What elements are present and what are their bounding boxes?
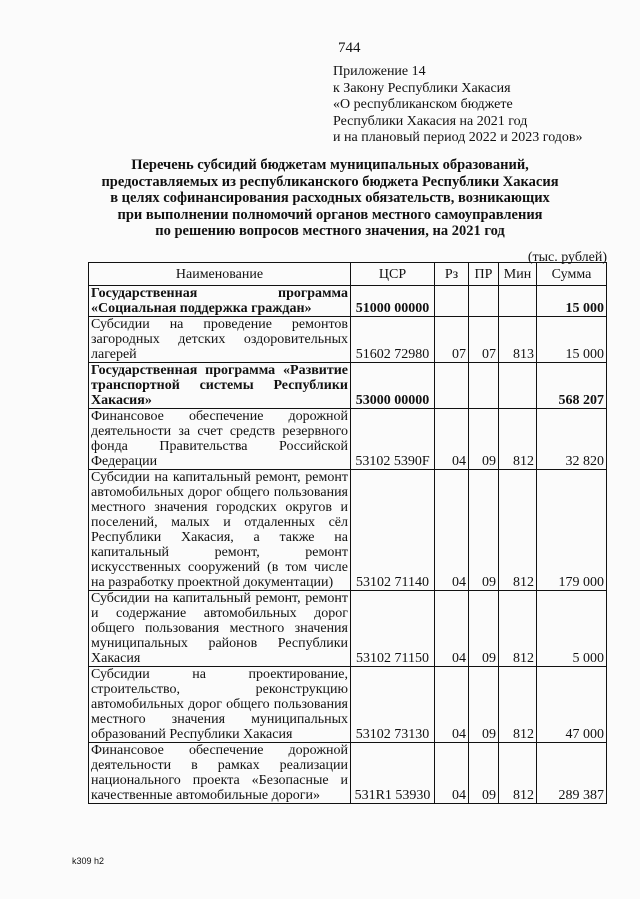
title-line: в целях софинансирования расходных обязательств, возникающих (110, 190, 550, 207)
cell-sum: 289 387 (537, 743, 607, 804)
table-row (89, 591, 607, 667)
cell-sum: 5 000 (537, 591, 607, 667)
cell-rz (435, 286, 469, 317)
header-sum: Сумма (537, 263, 607, 286)
cell-sum: 179 000 (537, 470, 607, 591)
cell-name: Субсидии на капитальный ремонт, ремонт автомобильных дорог общего пользования местного значения городских округов и поселений, малых и отдаленных сёл Республики Хакасия, а также на капитальный ремонт, ремонт искусственных сооружений (в том числе на разработку проектной документации) (89, 470, 351, 591)
cell-name: Государственная программа «Развитие транспортной системы Республики Хакасия» (89, 363, 351, 409)
header-rz: Рз (435, 263, 469, 286)
cell-pr: 09 (469, 409, 499, 470)
cell-name: Финансовое обеспечение дорожной деятельности в рамках реализации национального проекта «Безопасные и качественные автомобильные дороги» (89, 743, 351, 804)
cell-csr: 53000 00000 (351, 363, 435, 409)
cell-min: 812 (499, 667, 537, 743)
cell-csr: 53102 71150 (351, 591, 435, 667)
cell-min (499, 363, 537, 409)
cell-rz: 04 (435, 591, 469, 667)
cell-csr: 53102 5390F (351, 409, 435, 470)
units-note: (тыс. рублей) (527, 250, 607, 265)
cell-sum: 15 000 (537, 317, 607, 363)
table-row (89, 743, 607, 804)
cell-sum: 15 000 (537, 286, 607, 317)
cell-pr: 09 (469, 591, 499, 667)
cell-csr: 53102 73130 (351, 667, 435, 743)
cell-sum: 32 820 (537, 409, 607, 470)
header-name: Наименование (89, 263, 351, 286)
cell-min: 812 (499, 591, 537, 667)
cell-rz: 04 (435, 743, 469, 804)
cell-name: Государственная программа «Социальная поддержка граждан» (89, 286, 351, 317)
cell-min: 812 (499, 470, 537, 591)
title-line: при выполнении полномочий органов местного самоуправления (117, 206, 543, 223)
cell-name: Субсидии на проведение ремонтов загородных детских оздоровительных лагерей (89, 317, 351, 363)
table-row-program (89, 286, 607, 317)
title-line: предоставляемых из республиканского бюджета Республики Хакасия (101, 173, 559, 190)
cell-min: 813 (499, 317, 537, 363)
cell-min (499, 286, 537, 317)
cell-csr: 51000 00000 (351, 286, 435, 317)
cell-csr: 531R1 53930 (351, 743, 435, 804)
appendix-line: к Закону Республики Хакасия (333, 80, 511, 96)
cell-rz: 04 (435, 470, 469, 591)
cell-min: 812 (499, 409, 537, 470)
cell-rz: 04 (435, 409, 469, 470)
appendix-line: «О республиканском бюджете (333, 97, 513, 112)
header-csr: ЦСР (351, 263, 435, 286)
cell-pr (469, 363, 499, 409)
cell-pr: 09 (469, 470, 499, 591)
cell-pr (469, 286, 499, 317)
cell-pr: 07 (469, 317, 499, 363)
appendix-reference (333, 64, 583, 147)
cell-rz (435, 363, 469, 409)
appendix-line: Приложение 14 (333, 64, 426, 79)
subsidies-table (88, 262, 607, 804)
cell-name: Финансовое обеспечение дорожной деятельности за счет средств резервного фонда Правительства Российской Федерации (89, 409, 351, 470)
table-header-row (89, 263, 607, 286)
cell-pr: 09 (469, 667, 499, 743)
table-row (89, 667, 607, 743)
table-row (89, 409, 607, 470)
appendix-line: Республики Хакасия на 2021 год (333, 113, 528, 129)
cell-csr: 53102 71140 (351, 470, 435, 591)
document-title (60, 157, 600, 240)
table-row (89, 317, 607, 363)
header-pr: ПР (469, 263, 499, 286)
title-line: по решению вопросов местного значения, на 2021 год (155, 223, 505, 240)
cell-min: 812 (499, 743, 537, 804)
cell-rz: 04 (435, 667, 469, 743)
cell-sum: 568 207 (537, 363, 607, 409)
cell-csr: 51602 72980 (351, 317, 435, 363)
cell-sum: 47 000 (537, 667, 607, 743)
footer-code: k309 h2 (72, 856, 105, 866)
table-row-program (89, 363, 607, 409)
header-min: Мин (499, 263, 537, 286)
cell-pr: 09 (469, 743, 499, 804)
cell-rz: 07 (435, 317, 469, 363)
title-line: Перечень субсидий бюджетам муниципальных образований, (131, 157, 529, 173)
cell-name: Субсидии на проектирование, строительство, реконструкцию автомобильных дорог общего пользования местного значения муниципальных образований Республики Хакасия (89, 667, 351, 743)
cell-name: Субсидии на капитальный ремонт, ремонт и содержание автомобильных дорог общего пользования местного значения муниципальных районов Республики Хакасия (89, 591, 351, 667)
page-number: 744 (338, 40, 361, 56)
table-row (89, 470, 607, 591)
appendix-line: и на плановый период 2022 и 2023 годов» (333, 130, 583, 145)
